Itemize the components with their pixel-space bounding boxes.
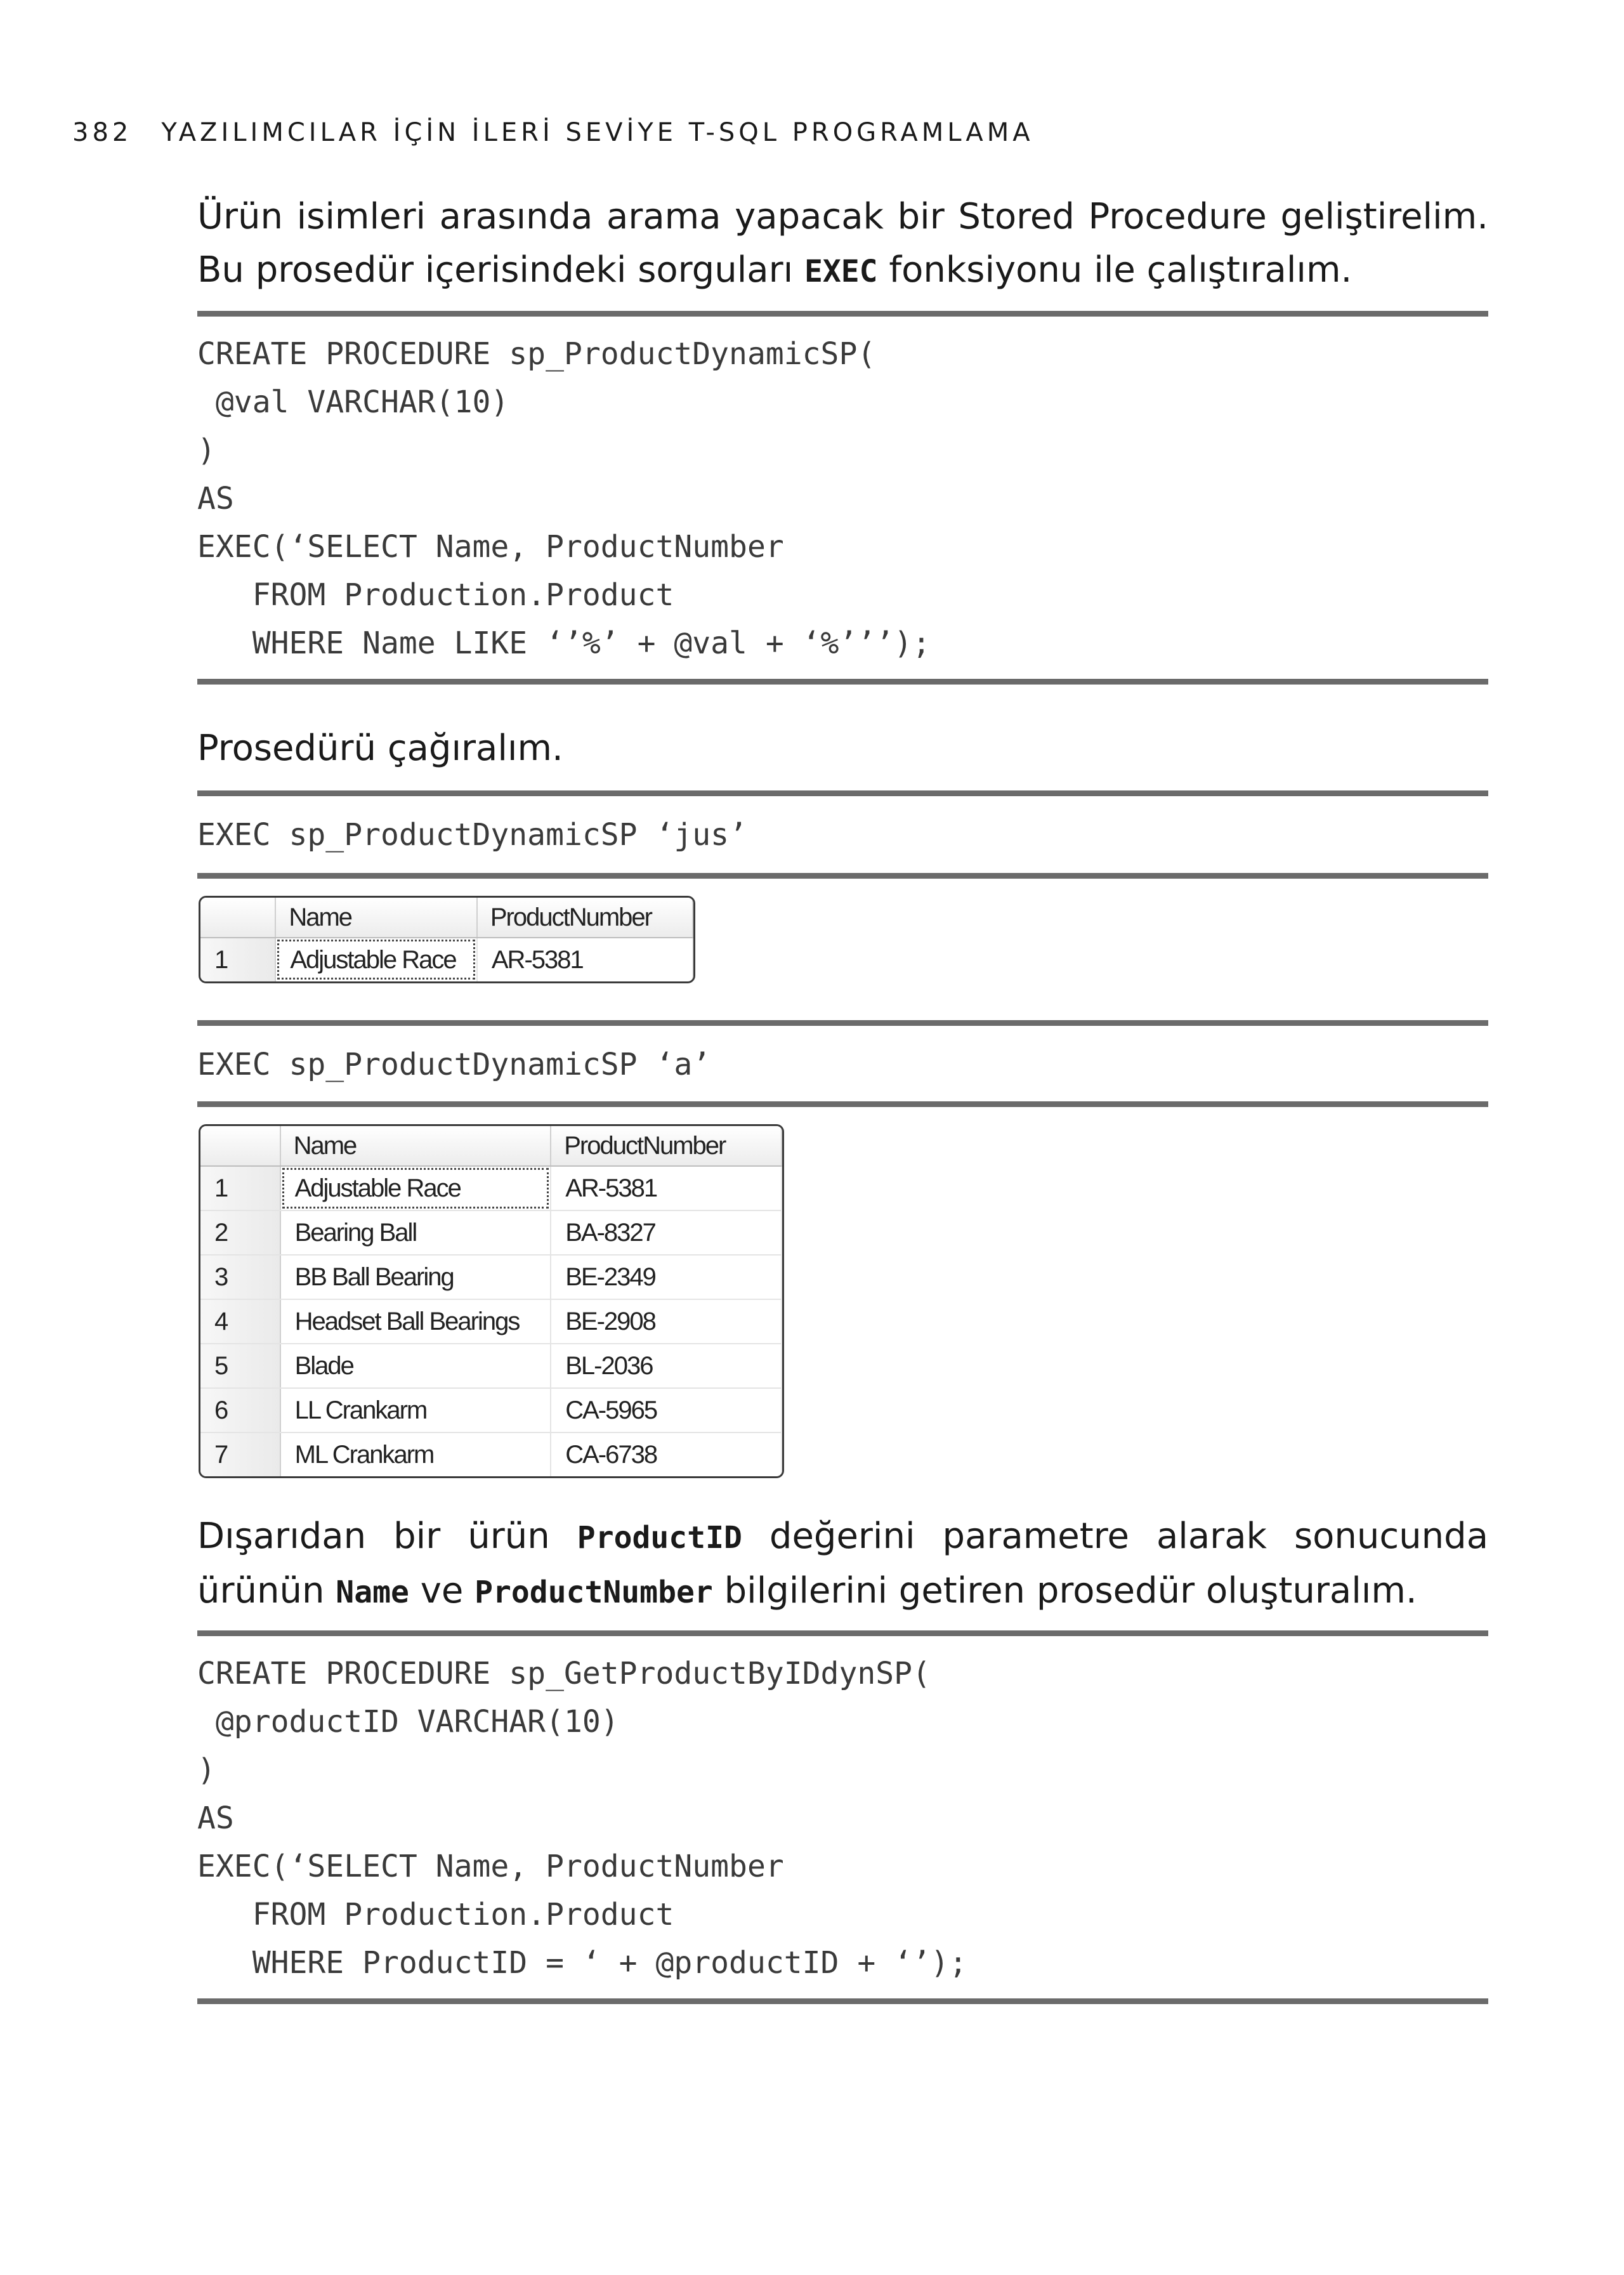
table-row[interactable] bbox=[200, 1166, 782, 1210]
column-header[interactable]: ProductNumber bbox=[477, 898, 693, 938]
p3-text-d: bilgilerini getiren prosedür oluşturalım. bbox=[712, 1570, 1417, 1611]
row-number-cell[interactable]: 5 bbox=[200, 1344, 280, 1388]
rule bbox=[197, 311, 1488, 317]
rule bbox=[197, 873, 1488, 879]
call-paragraph: Prosedürü çağıralım. bbox=[197, 728, 563, 769]
column-header[interactable] bbox=[200, 1126, 280, 1166]
table-cell[interactable]: Bearing Ball bbox=[280, 1210, 551, 1255]
code-block-get-product-by-id: CREATE PROCEDURE sp_GetProductByIDdynSP( @productID VARCHAR(10) ) AS EXEC(‘SELECT Name, ProductNumber FROM Production.Product WHERE ProductID = ‘ + @productID + ‘’); bbox=[197, 1656, 967, 1981]
intro-text-a: Ürün isimleri arasında arama yapacak bir Stored Procedure geliştirelim. Bu prosedür içerisindeki sorguları bbox=[197, 196, 1488, 291]
running-head bbox=[72, 118, 1034, 147]
p3-text-c: ve bbox=[409, 1570, 475, 1611]
table-cell[interactable]: BL-2036 bbox=[551, 1344, 782, 1388]
intro-paragraph bbox=[197, 190, 1488, 298]
productid-paragraph bbox=[197, 1510, 1488, 1619]
row-number-cell[interactable]: 4 bbox=[200, 1299, 280, 1344]
table-cell[interactable]: BB Ball Bearing bbox=[280, 1255, 551, 1299]
table-cell[interactable]: BE-2908 bbox=[551, 1299, 782, 1344]
code-block-create-procedure: CREATE PROCEDURE sp_ProductDynamicSP( @val VARCHAR(10) ) AS EXEC(‘SELECT Name, ProductNumber FROM Production.Product WHERE Name LIKE ‘’%’ + @val + ‘%’’’); bbox=[197, 336, 931, 661]
table-cell[interactable]: Blade bbox=[280, 1344, 551, 1388]
grid-header-row bbox=[200, 898, 693, 938]
table-row[interactable] bbox=[200, 1388, 782, 1433]
p3-text-a: Dışarıdan bir ürün bbox=[197, 1516, 577, 1557]
p3-text-b: değerini parametre alarak sonucunda ürünün bbox=[197, 1516, 1489, 1611]
table-row[interactable] bbox=[200, 938, 693, 981]
column-header[interactable] bbox=[200, 898, 275, 938]
rule bbox=[197, 1101, 1488, 1107]
rule bbox=[197, 679, 1488, 685]
table-cell[interactable]: AR-5381 bbox=[477, 938, 693, 981]
intro-text-b: fonksiyonu ile çalıştıralım. bbox=[877, 249, 1352, 291]
code-block-exec-a: EXEC sp_ProductDynamicSP ‘a’ bbox=[197, 1047, 711, 1082]
table-cell[interactable]: CA-5965 bbox=[551, 1388, 782, 1433]
inline-code-exec: EXEC bbox=[804, 254, 878, 289]
column-header[interactable]: Name bbox=[280, 1126, 551, 1166]
table-cell[interactable]: Headset Ball Bearings bbox=[280, 1299, 551, 1344]
inline-code-productid: ProductID bbox=[577, 1520, 742, 1556]
table-cell[interactable]: ML Crankarm bbox=[280, 1433, 551, 1476]
table-cell[interactable]: Adjustable Race bbox=[275, 938, 477, 981]
row-number-cell[interactable]: 6 bbox=[200, 1388, 280, 1433]
table-cell[interactable]: BA-8327 bbox=[551, 1210, 782, 1255]
grid-header-row bbox=[200, 1126, 782, 1166]
running-head-title: YAZILIMCILAR İÇİN İLERİ SEVİYE T-SQL PROGRAMLAMA bbox=[161, 118, 1034, 147]
inline-code-productnumber: ProductNumber bbox=[475, 1575, 713, 1610]
row-number-cell[interactable]: 1 bbox=[200, 1166, 280, 1210]
row-number-cell[interactable]: 7 bbox=[200, 1433, 280, 1476]
table-row[interactable] bbox=[200, 1210, 782, 1255]
table-row[interactable] bbox=[200, 1255, 782, 1299]
row-number-cell[interactable]: 1 bbox=[200, 938, 275, 981]
table-cell[interactable]: AR-5381 bbox=[551, 1166, 782, 1210]
result-grid-jus bbox=[199, 896, 695, 983]
row-number-cell[interactable]: 3 bbox=[200, 1255, 280, 1299]
rule bbox=[197, 1998, 1488, 2004]
rule bbox=[197, 1630, 1488, 1636]
code-block-exec-jus: EXEC sp_ProductDynamicSP ‘jus’ bbox=[197, 817, 747, 853]
table-cell[interactable]: CA-6738 bbox=[551, 1433, 782, 1476]
table-row[interactable] bbox=[200, 1299, 782, 1344]
column-header[interactable]: ProductNumber bbox=[551, 1126, 782, 1166]
row-number-cell[interactable]: 2 bbox=[200, 1210, 280, 1255]
rule bbox=[197, 790, 1488, 796]
table-row[interactable] bbox=[200, 1433, 782, 1476]
table-row[interactable] bbox=[200, 1344, 782, 1388]
result-grid-a bbox=[199, 1124, 784, 1478]
table-cell[interactable]: Adjustable Race bbox=[280, 1166, 551, 1210]
page-number: 382 bbox=[72, 118, 133, 147]
inline-code-name: Name bbox=[336, 1575, 409, 1610]
column-header[interactable]: Name bbox=[275, 898, 477, 938]
rule bbox=[197, 1020, 1488, 1026]
table-cell[interactable]: BE-2349 bbox=[551, 1255, 782, 1299]
table-cell[interactable]: LL Crankarm bbox=[280, 1388, 551, 1433]
